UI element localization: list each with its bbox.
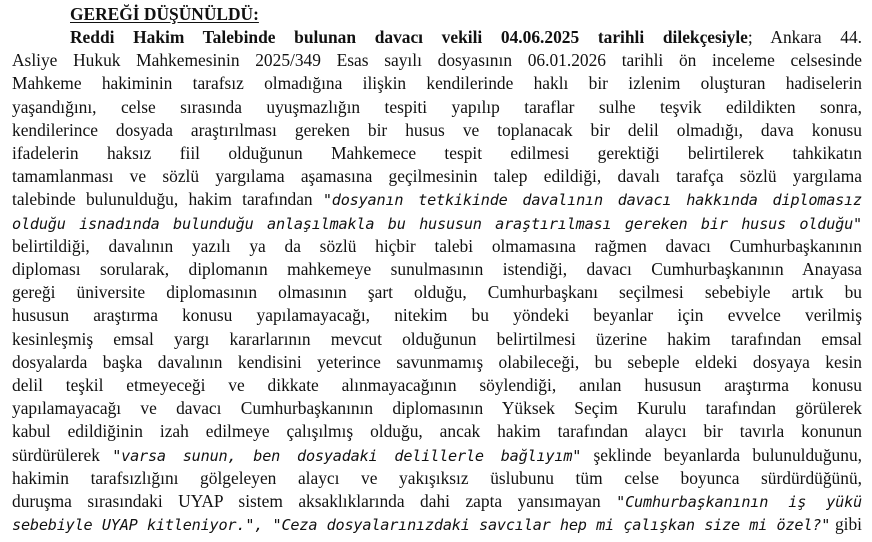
quoted-text: olduğu isnadında bulunduğu anlaşılmakla bu hususun araştırılması gereken bir husus olduğu" <box>12 214 862 233</box>
text-run: diploması sorularak, diplomanın mahkemeye sunulmasının istendiği, davacı Cumhurbaşkanının Anayasa <box>12 259 862 279</box>
paragraph-line <box>12 142 862 165</box>
text-run: Asliye Hukuk Mahkemesinin 2025/349 Esas sayılı dosyasının 06.01.2026 tarihli ön inceleme celsesinde <box>12 50 862 71</box>
text-run: talebinde bulunulduğu, hakim tarafından <box>12 189 323 210</box>
section-heading: GEREĞİ DÜŞÜNÜLDÜ: <box>70 4 259 24</box>
paragraph-line <box>12 397 862 420</box>
paragraph-line <box>12 513 862 536</box>
paragraph-line <box>12 235 862 258</box>
quoted-text: "varsa sunun, ben dosyadaki delillerle bağlıyım" <box>112 446 582 465</box>
bold-text: Reddi Hakim Talebinde bulunan davacı vekili 04.06.2025 tarihli dilekçesiyle <box>70 27 748 47</box>
text-run: delil teşkil etmeyeceği ve dikkate alınmayacağının söylendiği, anılan hususun araştırma konusu <box>12 375 862 395</box>
paragraph-line <box>12 490 862 513</box>
paragraph-line <box>12 351 862 374</box>
text-run: ifadelerin haksız fiil olduğunun Mahkemece tespit edilmesi gerektiği belirtilerek tahkikatın <box>12 143 862 163</box>
paragraph-line <box>12 119 862 142</box>
paragraph-line <box>12 374 862 397</box>
text-run: kabul edildiğinin izah edilmeye çalışılmış olduğu, ancak hakim tarafından alaycı bir tavırla konunun <box>12 421 862 442</box>
paragraph-line <box>12 281 862 304</box>
quoted-text: "Cumhurbaşkanının iş yükü <box>616 493 862 511</box>
text-run: yapılamayacağı ve davacı Cumhurbaşkanının diplomasının Yüksek Seçim Kurulu tarafından görülerek <box>12 398 862 419</box>
paragraph-line <box>12 328 862 351</box>
quoted-text: "dosyanın tetkikinde davalının davacı hakkında diplomasız <box>322 191 862 210</box>
paragraph-line <box>12 467 862 490</box>
text-run: hakimin tarafsızlığını gölgeleyen alaycı ve yakışıksız üslubunu tüm celse boyunca sürdürdüğünü, <box>12 467 862 488</box>
text-run: duruşma sırasındaki UYAP sistem aksaklıklarında dahi zapta yansımayan <box>12 491 617 511</box>
paragraph-line <box>12 49 862 72</box>
text-run: hususun araştırma konusu yapılamayacağı, nitekim bu yöndeki beyanlar için evvelce verilmiş <box>12 305 862 326</box>
text-run: gereği üniversite diplomasının olmasının şart olduğu, Cumhurbaşkanı seçilmesi sebebiyle artık bu <box>12 282 862 303</box>
paragraph-line <box>12 304 862 327</box>
text-run: yaşandığını, celse sırasında uyuşmazlığın tespiti yapılıp taraflar sulhe teşvik edildikten sonra, <box>12 96 862 117</box>
paragraph-line <box>12 72 862 95</box>
text-run: dosyalarda başka davalının kendisini yeterince savunmamış olabileceği, bu sebeple eldeki dosyaya kesin <box>12 351 862 372</box>
text-run: belirtildiği, davalının yazılı ya da sözlü hiçbir talebi olmamasına rağmen davacı Cumhurbaşkanının <box>12 235 862 256</box>
paragraph-line <box>12 444 862 467</box>
paragraph-line <box>70 26 862 49</box>
paragraph-line <box>12 165 862 188</box>
text-run: tamamlanması ve sözlü yargılama aşamasına geçilmesinin talep edildiği, davalı tarafça sözlü yargılama <box>12 166 862 187</box>
text-run: sürdürülerek <box>12 444 113 465</box>
paragraph-line <box>12 420 862 443</box>
paragraph-line <box>12 212 862 235</box>
paragraph-line <box>12 96 862 119</box>
text-run: kendilerince dosyada araştırılması gereken bir husus ve toplanacak bir delil olmadığı, dava konusu <box>12 119 862 140</box>
text-run: şeklinde beyanlarda bulunulduğunu, <box>581 444 862 465</box>
text-run: gibi <box>830 514 862 535</box>
paragraph-line <box>12 258 862 281</box>
text-run: kesinleşmiş emsal yargı kararlarının mevcut olduğunun belirtilmesi üzerine hakim tarafından emsal <box>12 328 862 349</box>
paragraph-line <box>12 188 862 211</box>
text-run: ; Ankara 44. <box>747 27 862 47</box>
text-run: Mahkeme hakiminin tarafsız olmadığına ilişkin kendilerinde haklı bir izlenim oluşturan hadiselerin <box>12 73 862 94</box>
quoted-text: sebebiyle UYAP kitleniyor.", "Ceza dosyalarınızdaki savcılar hep mi çalışkan size mi özel?" <box>12 516 831 535</box>
